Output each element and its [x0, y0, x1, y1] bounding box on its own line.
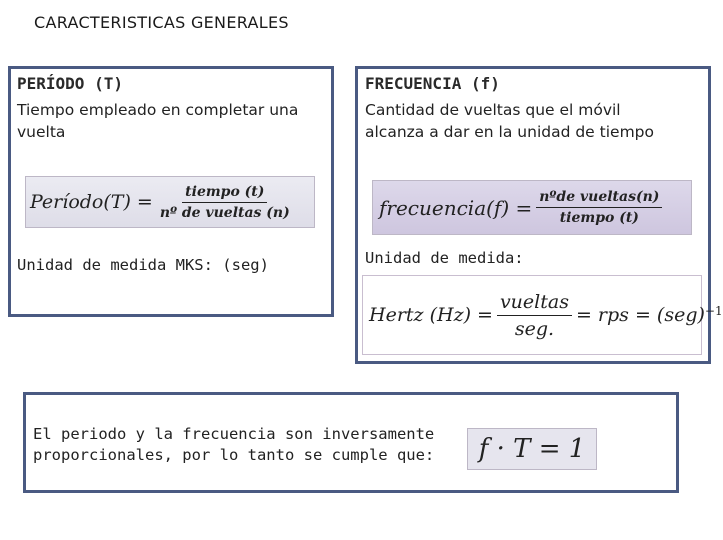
periodo-numerator: tiempo (t) [182, 184, 267, 203]
relacion-formula [467, 428, 597, 470]
relacion-formula-text: f · T = 1 [478, 434, 586, 464]
periodo-formula-lhs: Período(T) = [30, 191, 153, 213]
hertz-rhs: = rps = (seg) [575, 304, 705, 326]
hertz-lhs: Hertz (Hz) = [369, 304, 493, 326]
periodo-formula [25, 176, 315, 228]
hertz-fraction [497, 291, 572, 340]
periodo-heading: PERÍODO (T) [17, 74, 123, 93]
frecuencia-fraction [536, 189, 662, 226]
periodo-unit: Unidad de medida MKS: (seg) [17, 256, 269, 274]
frecuencia-unit: Unidad de medida: [365, 249, 524, 267]
frecuencia-formula [372, 180, 692, 235]
hertz-formula [362, 275, 723, 355]
frecuencia-numerator: nºde vueltas(n) [536, 189, 662, 208]
hertz-numerator: vueltas [497, 291, 572, 316]
periodo-denominator: nº de vueltas (n) [159, 204, 290, 221]
frecuencia-description: Cantidad de vueltas que el móvil alcanza a dar en la unidad de tiempo [365, 101, 654, 141]
periodo-fraction [157, 184, 293, 221]
page-title: CARACTERISTICAS GENERALES [34, 13, 289, 32]
frecuencia-denominator: tiempo (t) [559, 210, 639, 226]
frecuencia-formula-lhs: frecuencia(f) = [379, 195, 533, 220]
hertz-denominator: seg. [514, 317, 555, 340]
periodo-description: Tiempo empleado en completar una vuelta [17, 101, 299, 141]
frecuencia-heading: FRECUENCIA (f) [365, 74, 500, 93]
relacion-text: El periodo y la frecuencia son inversamente proporcionales, por lo tanto se cumple que: [33, 425, 435, 464]
hertz-exponent: −1 [704, 304, 723, 318]
